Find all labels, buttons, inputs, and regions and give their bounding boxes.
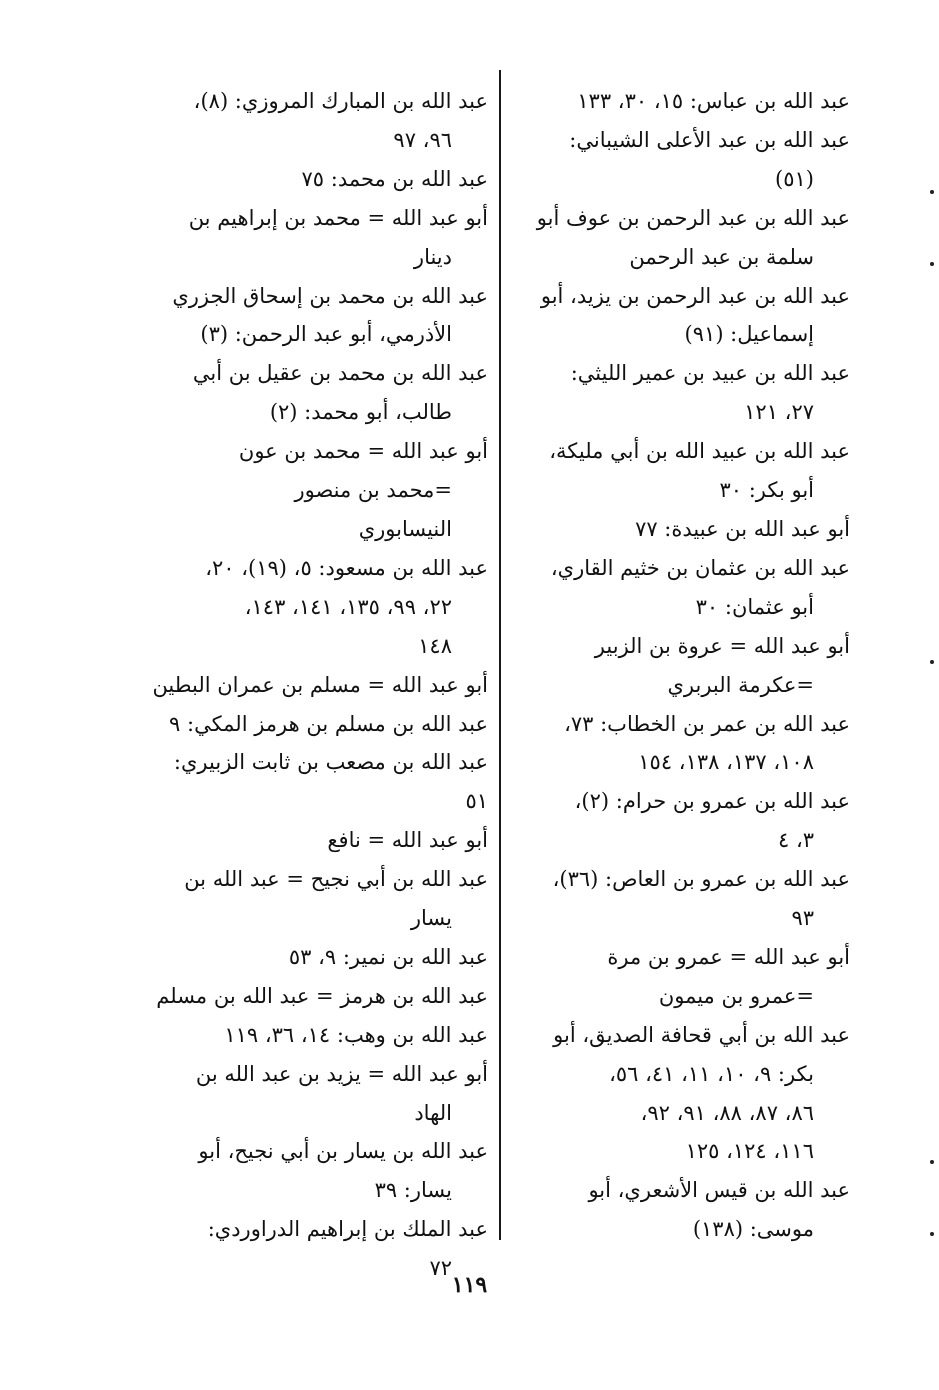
index-entry-heading: عبد الله بن نمير: ٩، ٥٣ xyxy=(288,944,488,969)
index-entry xyxy=(150,743,488,821)
index-entry-heading: عبد الله بن محمد: ٧٥ xyxy=(301,166,488,191)
index-column-left xyxy=(150,82,488,1288)
index-entry-heading: عبد الله بن محمد بن عقيل بن أبي xyxy=(192,361,488,386)
index-entry-heading: عبد الله بن مصعب بن ثابت الزبيري: ٥١ xyxy=(173,750,488,814)
index-entry-continuation: موسى: (١٣٨) xyxy=(692,1217,814,1242)
index-entry xyxy=(150,432,488,549)
index-entry-continuation: ١٠٨، ١٣٧، ١٣٨، ١٥٤ xyxy=(638,750,814,775)
index-entry xyxy=(510,549,850,627)
index-entry-continuation: =عمرو بن ميمون xyxy=(658,983,814,1008)
index-entry-continuation: ٧٢ xyxy=(429,1256,452,1281)
index-entry-heading: عبد الله بن عبيد الله بن أبي مليكة، xyxy=(549,439,850,464)
index-entry-continuation: ١١٦، ١٢٤، ١٢٥ xyxy=(685,1139,814,1164)
index-entry xyxy=(150,549,488,666)
index-entry-heading: أبو عبد الله = يزيد بن عبد الله بن xyxy=(195,1061,488,1086)
index-entry xyxy=(510,1171,850,1249)
index-entry-continuation: ١٤٨ xyxy=(418,633,452,658)
index-entry xyxy=(150,82,488,160)
index-entry-heading: أبو عبد الله = عروة بن الزبير xyxy=(594,633,850,658)
index-entry xyxy=(150,821,488,860)
index-entry-heading: عبد الله بن مسعود: ٥، (١٩)، ٢٠، xyxy=(205,555,488,580)
index-entry-heading: عبد الله بن محمد بن إسحاق الجزري xyxy=(172,283,488,308)
index-entry xyxy=(150,860,488,938)
index-entry-continuation: ٩٣ xyxy=(791,906,814,931)
index-entry-continuation: =عكرمة البربري xyxy=(667,672,814,697)
index-entry-heading: أبو عبد الله = نافع xyxy=(327,828,488,853)
index-entry-heading: عبد الله بن يسار بن أبي نجيح، أبو xyxy=(198,1139,488,1164)
index-entry xyxy=(150,705,488,744)
index-entry-heading: عبد الله بن عبد الرحمن بن عوف أبو xyxy=(536,205,850,230)
index-entry-continuation: =محمد بن منصور xyxy=(294,478,452,503)
index-entry-heading: عبد الله بن وهب: ١٤، ٣٦، ١١٩ xyxy=(224,1022,488,1047)
index-entry-continuation: سلمة بن عبد الرحمن xyxy=(629,244,814,269)
scan-edge-mark xyxy=(930,190,934,194)
index-entry-heading: أبو عبد الله = محمد بن عون xyxy=(238,439,488,464)
index-entry xyxy=(510,627,850,705)
index-column-right xyxy=(510,82,850,1249)
index-entry-heading: عبد الله بن عبيد بن عمير الليثي: xyxy=(570,361,850,386)
page-number: ١١٩ xyxy=(451,1272,488,1298)
index-entry xyxy=(510,121,850,199)
index-entry xyxy=(510,199,850,277)
index-entry-heading: أبو عبد الله = محمد بن إبراهيم بن xyxy=(188,205,488,230)
index-entry-heading: عبد الله بن عمر بن الخطاب: ٧٣، xyxy=(564,711,850,736)
index-entry xyxy=(510,860,850,938)
index-entry-continuation: أبو عثمان: ٣٠ xyxy=(695,594,814,619)
index-entry-heading: عبد الله بن عبد الأعلى الشيباني: xyxy=(569,127,850,152)
index-entry-heading: عبد الله بن المبارك المروزي: (٨)، xyxy=(193,89,488,113)
index-entry xyxy=(510,277,850,355)
index-entry-continuation: ٢٧، ١٢١ xyxy=(744,400,814,425)
index-entry-heading: عبد الله بن عبد الرحمن بن يزيد، أبو xyxy=(540,283,850,308)
scan-edge-mark xyxy=(930,1160,934,1164)
scan-edge-mark xyxy=(930,262,934,266)
index-entry xyxy=(150,666,488,705)
index-entry xyxy=(150,977,488,1016)
index-entry-heading: عبد الله بن قيس الأشعري، أبو xyxy=(588,1178,850,1203)
index-entry xyxy=(150,1055,488,1133)
index-entry-continuation: طالب، أبو محمد: (٢) xyxy=(269,400,452,425)
index-entry-continuation: الهاد xyxy=(414,1100,452,1125)
index-entry xyxy=(150,938,488,977)
index-entry-heading: عبد الله بن عمرو بن حرام: (٢)، xyxy=(574,789,850,814)
index-entry-heading: عبد الملك بن إبراهيم الدراوردي: xyxy=(207,1217,488,1242)
index-entry xyxy=(510,82,850,121)
index-entry-heading: أبو عبد الله = عمرو بن مرة xyxy=(607,944,850,969)
index-entry-heading: أبو عبد الله بن عبيدة: ٧٧ xyxy=(635,516,850,541)
index-entry-continuation: ٢٢، ٩٩، ١٣٥، ١٤١، ١٤٣، xyxy=(244,594,452,619)
index-entry-continuation: النيسابوري xyxy=(358,516,452,541)
index-entry-continuation: ٨٦، ٨٧، ٨٨، ٩١، ٩٢، xyxy=(640,1100,814,1125)
index-entry-continuation: يسار: ٣٩ xyxy=(374,1178,452,1203)
index-entry xyxy=(510,938,850,1016)
index-entry-continuation: الأذرمي، أبو عبد الرحمن: (٣) xyxy=(200,322,452,347)
index-entry xyxy=(150,1132,488,1210)
index-entry-continuation: ٣، ٤ xyxy=(777,828,814,853)
index-entry xyxy=(510,432,850,510)
index-entry xyxy=(150,277,488,355)
index-entry xyxy=(150,354,488,432)
index-entry xyxy=(510,782,850,860)
index-entry xyxy=(510,1016,850,1172)
index-entry-continuation: يسار xyxy=(410,906,452,931)
index-entry-heading: عبد الله بن مسلم بن هرمز المكي: ٩ xyxy=(169,711,488,736)
index-entry-heading: عبد الله بن هرمز = عبد الله بن مسلم xyxy=(156,983,488,1008)
index-entry-heading: عبد الله بن أبي قحافة الصديق، أبو xyxy=(553,1022,850,1047)
index-entry-heading: عبد الله بن عثمان بن خثيم القاري، xyxy=(550,555,850,580)
index-entry-heading: عبد الله بن عمرو بن العاص: (٣٦)، xyxy=(552,867,850,892)
index-entry-continuation: (٥١) xyxy=(775,166,814,191)
index-entry-continuation: أبو بكر: ٣٠ xyxy=(719,478,814,503)
index-entry-continuation: إسماعيل: (٩١) xyxy=(684,322,814,347)
index-entry xyxy=(510,354,850,432)
column-divider xyxy=(499,70,501,1240)
index-entry xyxy=(150,199,488,277)
index-entry-heading: عبد الله بن أبي نجيح = عبد الله بن xyxy=(184,867,488,892)
index-entry-heading: عبد الله بن عباس: ١٥، ٣٠، ١٣٣ xyxy=(577,89,850,113)
scan-edge-mark xyxy=(930,660,934,664)
index-entry xyxy=(510,510,850,549)
scan-edge-mark xyxy=(930,1232,934,1236)
index-entry-continuation: بكر: ٩، ١٠، ١١، ٤١، ٥٦، xyxy=(609,1061,814,1086)
index-entry xyxy=(150,160,488,199)
index-entry xyxy=(510,705,850,783)
index-entry-continuation: دينار xyxy=(413,244,452,269)
index-entry-heading: أبو عبد الله = مسلم بن عمران البطين xyxy=(152,672,488,697)
index-entry-continuation: ٩٦، ٩٧ xyxy=(393,127,452,152)
index-entry xyxy=(150,1016,488,1055)
